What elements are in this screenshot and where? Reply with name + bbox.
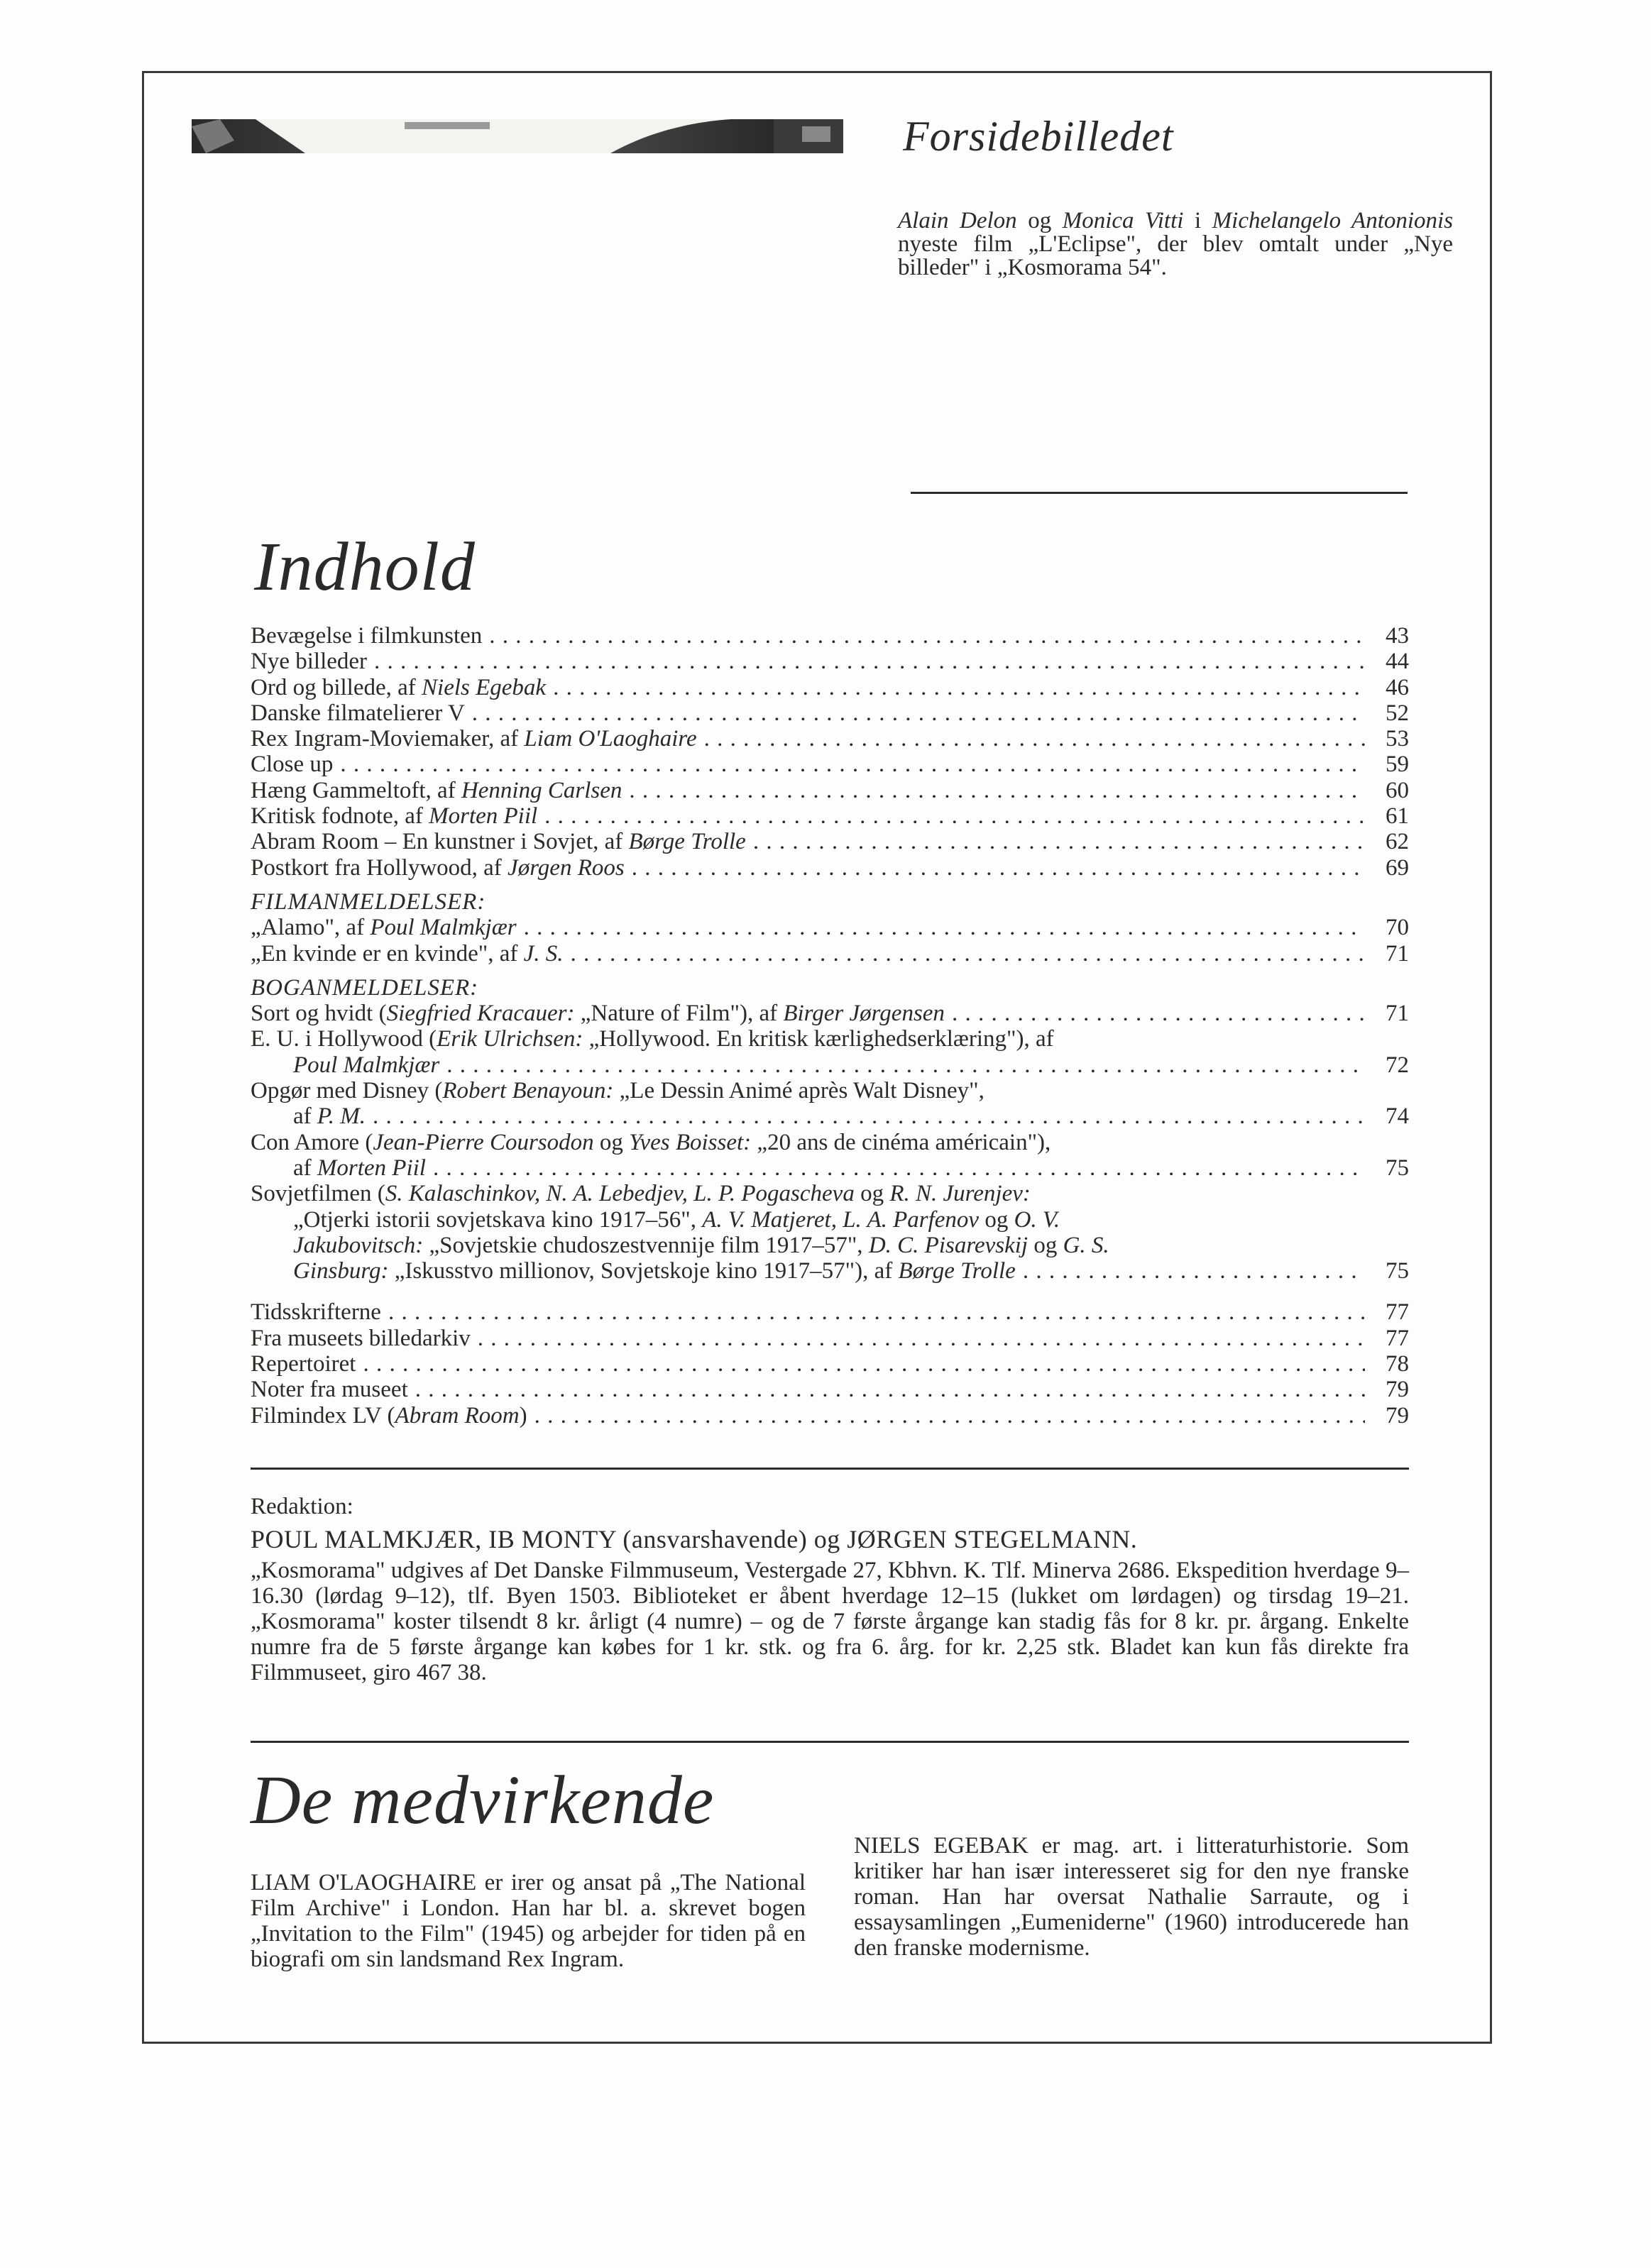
toc-entry: „Alamo", af Poul Malmkjær . . . 70 (251, 915, 1409, 940)
toc-title: Indhold (254, 529, 476, 605)
editorial-names: POUL MALMKJÆR, IB MONTY (ansvarshavende) og JØRGEN STEGELMANN. (251, 1525, 1138, 1553)
book-reviews-heading: BOGANMELDELSER: (251, 974, 479, 1001)
caption-name-antonioni: Michelangelo Antonionis (1212, 208, 1454, 233)
cover-caption (898, 209, 1453, 280)
cover-photo-strip (192, 119, 843, 153)
table-of-contents (251, 623, 1409, 1428)
divider-rule (911, 492, 1408, 494)
toc-entry: Repertoiret . . . 78 (251, 1351, 1409, 1377)
divider-rule (251, 1741, 1409, 1743)
caption-rest: nyeste film „L'Eclipse", der blev omtalt under „Nye billeder" i „Kosmorama 54". (898, 231, 1453, 280)
divider-rule (251, 1468, 1409, 1470)
toc-entry: Noter fra museet . . . 79 (251, 1377, 1409, 1402)
toc-entry: Rex Ingram-Moviemaker, af Liam O'Laoghaire . . . 53 (251, 726, 1409, 752)
toc-entry-line: E. U. i Hollywood (Erik Ulrichsen: „Hollywood. En kritisk kærlighedserklæring"), af (251, 1026, 1054, 1052)
toc-entry: Ord og billede, af Niels Egebak . . . 46 (251, 675, 1409, 700)
caption-og: og (1028, 208, 1052, 233)
toc-entry: Postkort fra Hollywood, af Jørgen Roos . . . 69 (251, 855, 1409, 881)
toc-entry-line: Opgør med Disney (Robert Benayoun: „Le Dessin Animé après Walt Disney", (251, 1078, 984, 1104)
toc-entry-line: Sovjetfilmen (S. Kalaschinkov, N. A. Lebedjev, L. P. Pogascheva og R. N. Jurenjev: (251, 1181, 1031, 1207)
toc-entry: Poul Malmkjær . . . 72 (251, 1052, 1409, 1078)
page-frame (142, 71, 1492, 2044)
toc-entry-line: Jakubovitsch: „Sovjetskie chudoszestvennije film 1917–57", D. C. Pisarevskij og G. S. (293, 1232, 1109, 1258)
toc-entry: Sort og hvidt (Siegfried Kracauer: „Nature of Film"), af Birger Jørgensen . . . 71 (251, 1001, 1409, 1026)
toc-entry: Fra museets billedarkiv . . . 77 (251, 1326, 1409, 1351)
cover-title: Forsidebilledet (903, 113, 1174, 160)
toc-entry: af P. M. . . . 74 (251, 1103, 1409, 1129)
editorial-label: Redaktion: (251, 1494, 353, 1519)
toc-entry: Nye billeder . . . 44 (251, 649, 1409, 674)
toc-entry: Danske filmatelierer V . . . 52 (251, 700, 1409, 726)
editorial-info: „Kosmorama" udgives af Det Danske Filmmuseum, Vestergade 27, Kbhvn. K. Tlf. Minerva 2686. Ekspedition hverdage 9–16.30 (lørdag 9–12), tlf. Byen 1503. Biblioteket er åbent hverdage 12–15 (lukket om lørdagen) og tirsdag 19–21. „Kosmorama" koster tilsendt 8 kr. årligt (4 numre) – og de 7 første årgange kan stadig fås for 8 kr. pr. årgang. Enkelte numre fra de 5 første årgange kan købes for 1 kr. stk. og fra 6. årg. for kr. 2,25 stk. Bladet kan kun fås direkte fra Filmmuseet, giro 467 38. (251, 1558, 1409, 1685)
toc-entry: Abram Room – En kunstner i Sovjet, af Børge Trolle . . . 62 (251, 829, 1409, 854)
contributors-title: De medvirkende (251, 1762, 715, 1839)
contributor-bio-left: LIAM O'LAOGHAIRE er irer og ansat på „The National Film Archive" i London. Han har bl. a. skrevet bogen „Invitation to the Film" (1945) og arbejder for tiden på en biografi om sin landsmand Rex Ingram. (251, 1870, 806, 1972)
toc-entry: Close up . . . 59 (251, 752, 1409, 777)
toc-entry-line: „Otjerki istorii sovjetskava kino 1917–56", A. V. Matjeret, L. A. Parfenov og O. V. (293, 1206, 1060, 1233)
contributor-bio-right: NIELS EGEBAK er mag. art. i litteraturhistorie. Som kritiker har han især interesseret sig for den nye franske roman. Han har oversat Nathalie Sarraute, og i essaysamlingen „Eumeniderne" (1960) introducerede han den franske modernisme. (854, 1833, 1409, 1961)
toc-entry: Bevægelse i filmkunsten . . . 43 (251, 623, 1409, 649)
toc-entry: Ginsburg: „Iskusstvo millionov, Sovjetskoje kino 1917–57"), af Børge Trolle . . . 75 (251, 1258, 1409, 1284)
toc-entry: Hæng Gammeltoft, af Henning Carlsen . . . 60 (251, 778, 1409, 803)
toc-entry: Filmindex LV (Abram Room) . . . 79 (251, 1403, 1409, 1428)
toc-entry: Kritisk fodnote, af Morten Piil . . . 61 (251, 803, 1409, 829)
caption-name-vitti: Monica Vitti (1062, 208, 1184, 233)
toc-entry: Tidsskrifterne . . . 77 (251, 1299, 1409, 1325)
toc-entry: „En kvinde er en kvinde", af J. S. . . . 71 (251, 941, 1409, 967)
caption-i: i (1194, 208, 1202, 233)
film-reviews-heading: FILMANMELDELSER: (251, 888, 486, 915)
toc-entry-line: Con Amore (Jean-Pierre Coursodon og Yves Boisset: „20 ans de cinéma américain"), (251, 1129, 1051, 1155)
caption-name-delon: Alain Delon (898, 208, 1017, 233)
toc-entry: af Morten Piil . . . 75 (251, 1155, 1409, 1181)
